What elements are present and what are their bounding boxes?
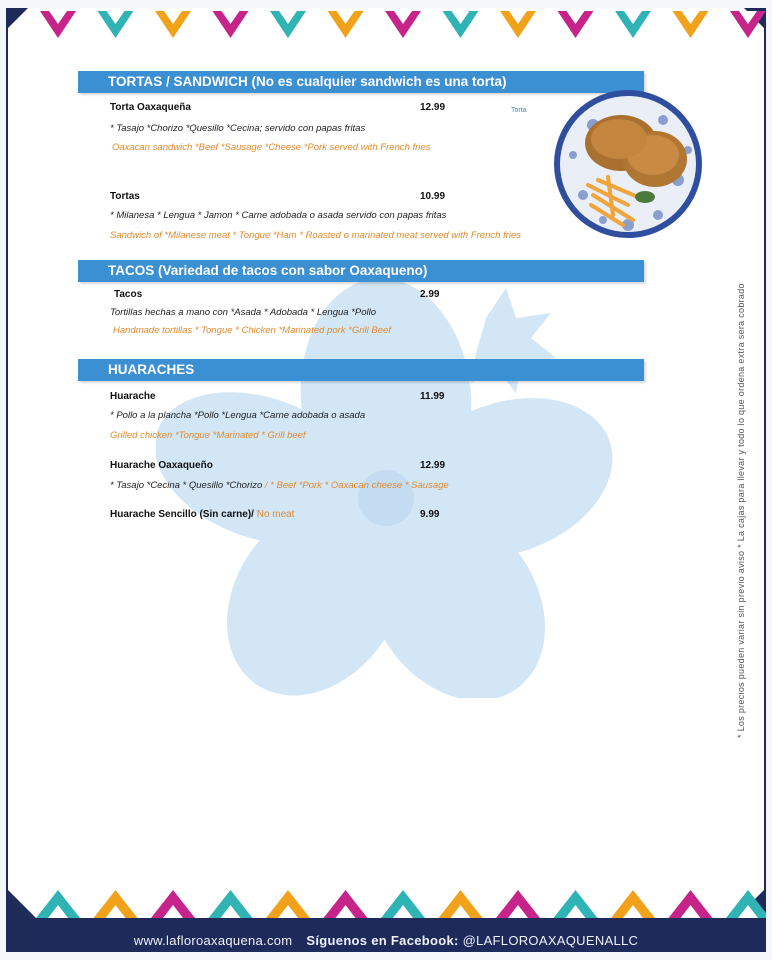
item-name-huarache-oaxaqueno: Huarache Oaxaqueño [110,460,213,471]
footer-facebook-label: Síguenos en Facebook: [306,932,459,948]
item-name-es-huarache-sencillo: Huarache Sencillo (Sin carne)/ [110,509,254,520]
item-desc-en-huarache: Grilled chicken *Tongue *Marinated * Grill beef [110,430,306,441]
left-border [6,8,8,932]
item-desc-es-huarache: * Pollo a la plancha *Pollo *Lengua *Carne adobada o asada [110,410,366,421]
item-desc-huarache-oaxaqueno [110,480,449,491]
photo-caption: Torta [511,107,527,114]
footer [6,928,766,952]
item-desc-es-tortas: * Milanesa * Lengua * Jamon * Carne adobada o asada servido con papas fritas [110,210,447,221]
section-header-tacos: TACOS (Variedad de tacos con sabor Oaxaqueno) [78,260,644,282]
item-price-torta-oaxaquena: 12.99 [420,102,446,113]
torta-photo [553,85,703,243]
footer-facebook-handle[interactable]: @LAFLOROAXAQUENALLC [462,932,639,948]
item-name-torta-oaxaquena: Torta Oaxaqueña [110,102,191,113]
item-desc-es-tacos: Tortillas hechas a mano con *Asada * Adobada * Lengua *Pollo [110,307,377,318]
bottom-triangles [36,890,766,918]
item-name-huarache-sencillo [110,509,295,520]
menu-page [6,8,766,952]
item-desc-es-huarache-oaxaqueno: * Tasajo *Cecina * Quesillo *Chorizo [110,480,263,491]
item-price-huarache: 11.99 [420,391,445,402]
item-name-tortas: Tortas [110,191,140,202]
item-price-tortas: 10.99 [420,191,446,202]
item-price-tacos: 2.99 [420,289,440,300]
item-desc-en-tacos: Handmade tortillas * Tongue * Chicken *Marinated pork *Grill Beef [113,325,391,336]
item-name-huarache: Huarache [110,391,156,402]
item-desc-es-torta-oaxaquena: * Tasajo *Chorizo *Quesillo *Cecina; servido con papas fritas [110,123,366,134]
right-border [764,8,766,932]
corner-triangle [6,8,28,30]
side-note-vertical: * Los precios pueden variar sin previo aviso * La cajas para llevar y todo lo que ordena extra sera cobrado [736,283,746,738]
footer-website[interactable]: www.lafloroaxaquena.com [133,932,293,948]
top-decorative-pattern [6,8,766,48]
item-desc-en-huarache-oaxaqueno: / * Beef *Pork * Oaxacan cheese * Sausage [264,480,449,491]
top-triangles [6,8,766,38]
section-header-huaraches: HUARACHES [78,359,644,381]
item-price-huarache-oaxaqueno: 12.99 [420,460,446,471]
item-price-huarache-sencillo: 9.99 [420,509,440,520]
item-name-en-huarache-sencillo: No meat [256,509,295,520]
item-name-tacos: Tacos [114,289,143,300]
item-desc-en-tortas: Sandwich of *Milanese meat * Tongue *Ham * Roasted o marinated meat served with French fries [110,230,521,241]
item-desc-en-torta-oaxaquena: Oaxacan sandwich *Beef *Sausage *Cheese *Pork served with French fries [112,142,431,153]
section-header-tortas: TORTAS / SANDWICH (No es cualquier sandwich es una torta) [78,71,644,93]
